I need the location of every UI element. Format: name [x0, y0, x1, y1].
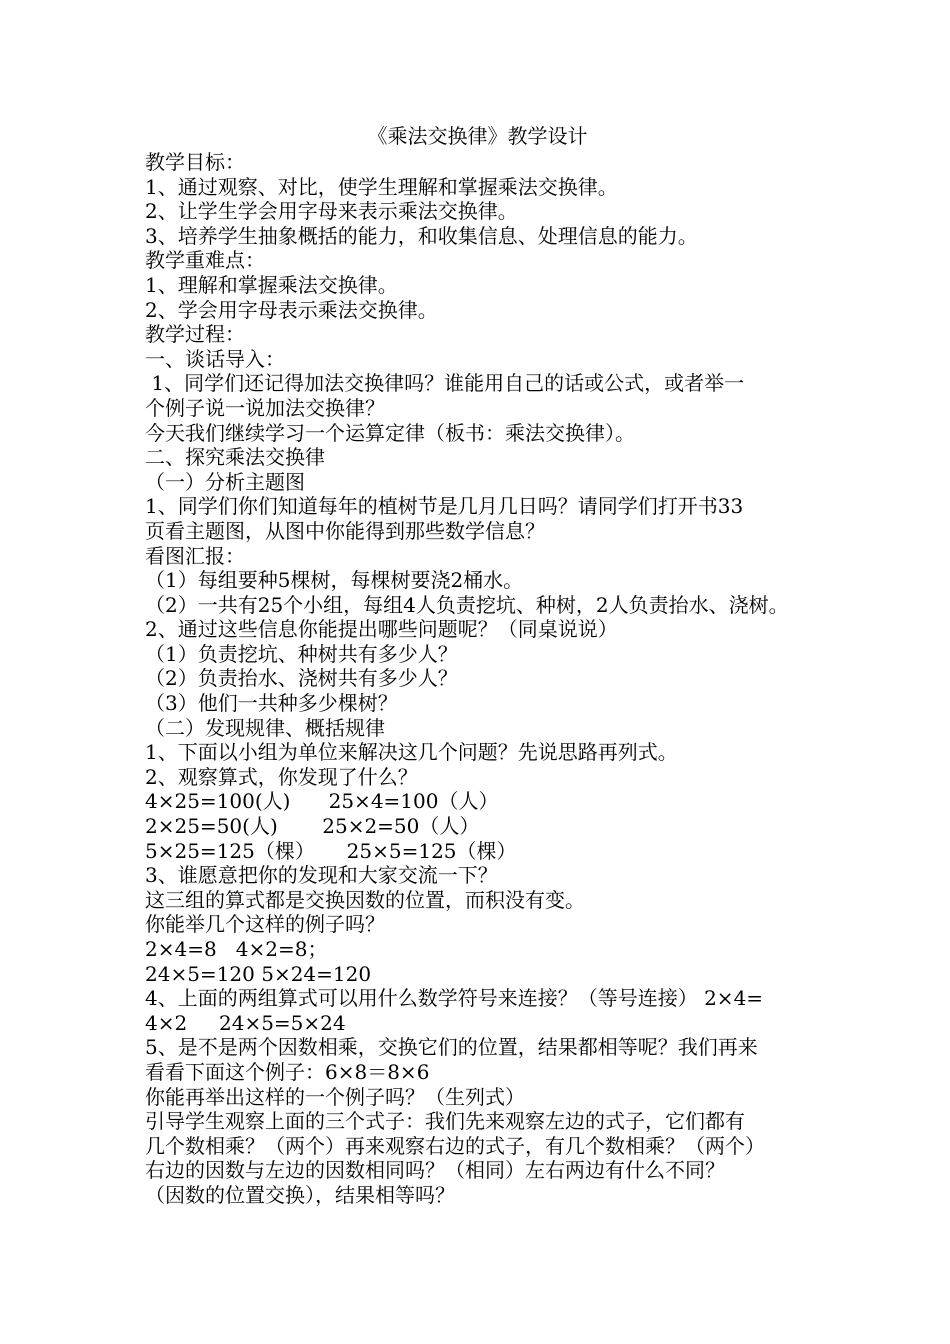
text-line: （一）分析主题图 [145, 469, 305, 494]
text-line: 教学重难点： [145, 248, 265, 273]
text-line: 右边的因数与左边的因数相同吗？（相同）左右两边有什么不同？ [145, 1158, 725, 1183]
text-line: 2、学会用字母表示乘法交换律。 [145, 297, 438, 322]
text-line: 3、培养学生抽象概括的能力，和收集信息、处理信息的能力。 [145, 223, 698, 248]
text-line: 看看下面这个例子：6×8＝8×6 [145, 1059, 430, 1084]
text-line: （2）负责抬水、浇树共有多少人？ [145, 666, 458, 691]
text-line: （3）他们一共种多少棵树？ [145, 691, 398, 716]
text-line: 你能举几个这样的例子吗？ [145, 912, 385, 937]
text-line: （2）一共有25个小组，每组4人负责挖坑、种树，2人负责抬水、浇树。 [145, 592, 789, 617]
text-line: 4、上面的两组算式可以用什么数学符号来连接？（等号连接） 2×4= [145, 986, 764, 1011]
text-line: 这三组的算式都是交换因数的位置，而积没有变。 [145, 887, 585, 912]
text-line: 1、同学们你们知道每年的植树节是几月几日吗？请同学们打开书33 [145, 494, 744, 519]
text-line: 一、谈话导入： [145, 346, 285, 371]
text-line: （因数的位置交换），结果相等吗？ [145, 1182, 455, 1207]
text-line: 24×5=120 5×24=120 [145, 961, 372, 986]
text-line: 1、同学们还记得加法交换律吗？谁能用自己的话或公式，或者举一 [145, 371, 745, 396]
text-line: 5×25=125（棵） 25×5=125（棵） [145, 838, 517, 863]
text-line: 5、是不是两个因数相乘，交换它们的位置，结果都相等呢？我们再来 [145, 1035, 758, 1060]
text-line: 2、观察算式，你发现了什么？ [145, 764, 418, 789]
document-title: 《乘法交换律》教学设计 [367, 124, 588, 148]
text-line: 4×25=100(人) 25×4=100（人） [145, 789, 499, 814]
text-line: 个例子说一说加法交换律？ [145, 395, 385, 420]
text-line: 教学过程： [145, 322, 245, 347]
document-body [145, 150, 810, 1208]
text-line: 2×4=8 4×2=8； [145, 937, 328, 961]
text-line: 教学目标： [145, 150, 245, 174]
text-line: 二、探究乘法交换律 [145, 445, 325, 470]
text-line: 2×25=50(人) 25×2=50（人） [145, 814, 480, 839]
text-line: （1）每组要种5棵树，每棵树要浇2桶水。 [145, 568, 524, 593]
text-line: （1）负责挖坑、种树共有多少人？ [145, 641, 458, 666]
text-line: 几个数相乘？（两个）再来观察右边的式子，有几个数相乘？（两个） [145, 1133, 765, 1158]
text-line: 2、让学生学会用字母来表示乘法交换律。 [145, 199, 518, 224]
text-line: 今天我们继续学习一个运算定律（板书：乘法交换律）。 [145, 420, 635, 445]
text-line: 看图汇报： [145, 543, 245, 568]
text-line: 1、通过观察、对比，使学生理解和掌握乘法交换律。 [145, 174, 618, 199]
text-line: 2、通过这些信息你能提出哪些问题呢？（同桌说说） [145, 617, 618, 642]
text-line: 1、理解和掌握乘法交换律。 [145, 272, 398, 297]
text-line: 3、谁愿意把你的发现和大家交流一下？ [145, 863, 498, 888]
text-line: （二）发现规律、概括规律 [145, 715, 385, 740]
text-line: 你能再举出这样的一个例子吗？（生列式） [145, 1084, 525, 1109]
text-line: 4×2 24×5=5×24 [145, 1010, 346, 1035]
text-line: 1、下面以小组为单位来解决这几个问题？先说思路再列式。 [145, 740, 678, 765]
text-line: 引导学生观察上面的三个式子：我们先来观察左边的式子，它们都有 [145, 1109, 745, 1134]
text-line: 页看主题图，从图中你能得到那些数学信息？ [145, 518, 545, 543]
